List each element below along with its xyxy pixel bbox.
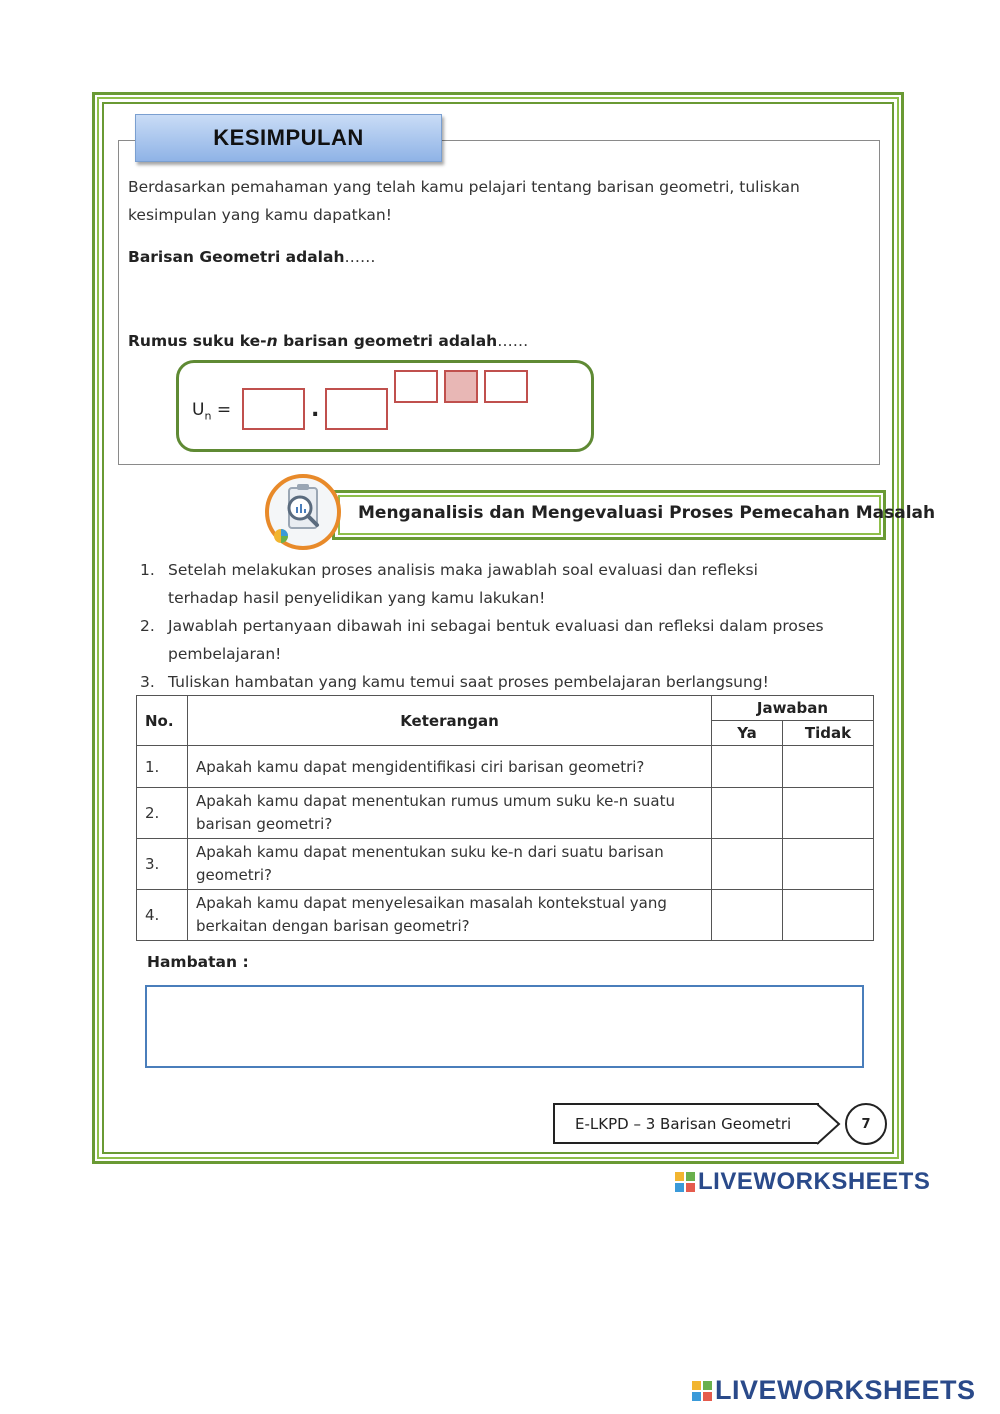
- instruction-list: [140, 556, 840, 696]
- exponent-input-2[interactable]: [444, 370, 478, 403]
- instruction-item: [140, 556, 840, 612]
- analysis-badge: [265, 474, 341, 550]
- answer-ya-cell[interactable]: [712, 890, 783, 941]
- brand-name: LIVEWORKSHEETS: [698, 1168, 931, 1195]
- table-row: [137, 746, 874, 788]
- exponent-input-3[interactable]: [484, 370, 528, 403]
- question-line1: Apakah kamu dapat mengidentifikasi ciri barisan geometri?: [196, 757, 645, 776]
- magnifier-clipboard-icon: [269, 478, 337, 546]
- formula-equals: =: [211, 400, 232, 420]
- kesimpulan-title: KESIMPULAN: [213, 125, 364, 150]
- rumus-label-n: n: [266, 332, 278, 350]
- instruction-number: 2.: [140, 617, 155, 635]
- definition-prompt: [128, 243, 375, 271]
- answer-tidak-cell[interactable]: [783, 788, 874, 839]
- brand-name: LIVEWORKSHEETS: [715, 1375, 976, 1405]
- question-line2: barisan geometri?: [196, 815, 333, 833]
- formula-label: [192, 400, 231, 422]
- instruction-text-line1: Setelah melakukan proses analisis maka jawablah soal evaluasi dan refleksi: [168, 561, 758, 579]
- header-tidak: Tidak: [783, 721, 874, 746]
- question-line2: berkaitan dengan barisan geometri?: [196, 917, 470, 935]
- header-keterangan: Keterangan: [188, 696, 712, 746]
- row-question: [188, 839, 712, 890]
- header-jawaban: Jawaban: [712, 696, 874, 721]
- brand-logo-icon: [692, 1381, 712, 1401]
- formula-input-r[interactable]: [325, 388, 388, 430]
- hambatan-colon: :: [237, 953, 249, 971]
- brand-watermark-bottom: [692, 1375, 976, 1406]
- footer-tag-arrow-icon: [817, 1103, 841, 1145]
- hambatan-label: Hambatan: [147, 953, 238, 971]
- instruction-number: 1.: [140, 561, 155, 579]
- definition-label: Barisan Geometri adalah: [128, 248, 345, 266]
- evaluation-table: [136, 695, 874, 941]
- kesimpulan-tab: [135, 114, 442, 162]
- rumus-label-2: barisan geometri adalah: [277, 332, 498, 350]
- answer-ya-cell[interactable]: [712, 839, 783, 890]
- table-row: [137, 890, 874, 941]
- row-number: 1.: [137, 746, 188, 788]
- answer-tidak-cell[interactable]: [783, 890, 874, 941]
- header-no: No.: [137, 696, 188, 746]
- instruction-text-line1: Tuliskan hambatan yang kamu temui saat proses pembelajaran berlangsung!: [168, 673, 769, 691]
- row-number: 4.: [137, 890, 188, 941]
- answer-tidak-cell[interactable]: [783, 746, 874, 788]
- hambatan-label-wrap: [147, 953, 249, 971]
- instruction-number: 3.: [140, 673, 155, 691]
- header-ya: Ya: [712, 721, 783, 746]
- formula-input-a[interactable]: [242, 388, 305, 430]
- question-line1: Apakah kamu dapat menyelesaikan masalah kontekstual yang: [196, 894, 667, 912]
- footer-tag-text: E-LKPD – 3 Barisan Geometri: [575, 1114, 792, 1133]
- hambatan-input[interactable]: [145, 985, 864, 1068]
- footer-tag: [553, 1103, 819, 1144]
- definition-dots: ……: [344, 248, 376, 266]
- rumus-prompt: [128, 327, 528, 355]
- rumus-label-1: Rumus suku ke-: [128, 332, 267, 350]
- row-question: [188, 788, 712, 839]
- instruction-item: [140, 668, 840, 696]
- instruction-text-line2: pembelajaran!: [168, 645, 282, 663]
- kesimpulan-intro-line2: kesimpulan yang kamu dapatkan!: [128, 206, 392, 224]
- question-line2: geometri?: [196, 866, 272, 884]
- page-number: 7: [845, 1103, 887, 1145]
- row-number: 3.: [137, 839, 188, 890]
- kesimpulan-intro-line1: Berdasarkan pemahaman yang telah kamu pelajari tentang barisan geometri, tuliskan: [128, 178, 800, 196]
- row-number: 2.: [137, 788, 188, 839]
- row-question: [188, 890, 712, 941]
- instruction-item: [140, 612, 840, 668]
- row-question: [188, 746, 712, 788]
- question-line1: Apakah kamu dapat menentukan suku ke-n dari suatu barisan: [196, 843, 664, 861]
- rumus-dots: ……: [497, 332, 529, 350]
- answer-ya-cell[interactable]: [712, 788, 783, 839]
- instruction-text-line1: Jawablah pertanyaan dibawah ini sebagai bentuk evaluasi dan refleksi dalam proses: [168, 617, 824, 635]
- table-row: [137, 839, 874, 890]
- answer-tidak-cell[interactable]: [783, 839, 874, 890]
- formula-multiply-dot: .: [311, 397, 320, 422]
- formula-u: U: [192, 400, 205, 420]
- exponent-input-1[interactable]: [394, 370, 438, 403]
- answer-ya-cell[interactable]: [712, 746, 783, 788]
- formula-sub-n: n: [204, 409, 212, 423]
- instruction-text-line2: terhadap hasil penyelidikan yang kamu lakukan!: [168, 589, 546, 607]
- section-title: Menganalisis dan Mengevaluasi Proses Pemecahan Masalah: [358, 503, 936, 523]
- table-row: [137, 788, 874, 839]
- brand-watermark-top: [675, 1168, 930, 1196]
- brand-logo-icon: [675, 1172, 695, 1192]
- table-header-row: [137, 696, 874, 721]
- question-line1: Apakah kamu dapat menentukan rumus umum suku ke-n suatu: [196, 792, 675, 810]
